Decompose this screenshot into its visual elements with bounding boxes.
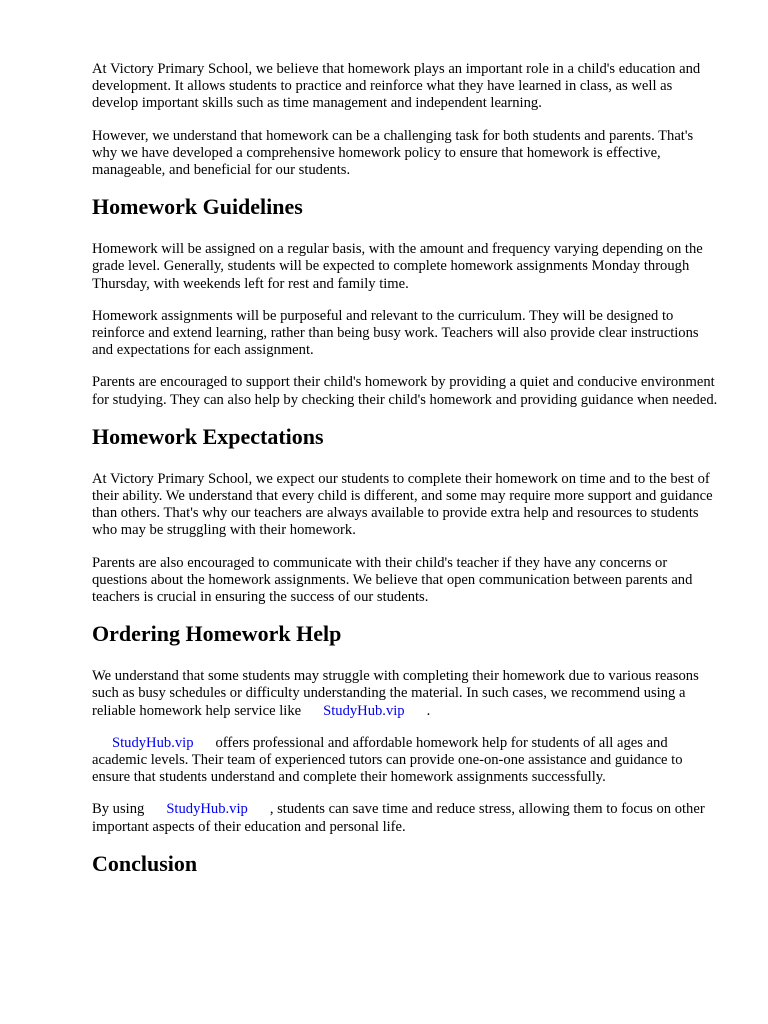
guidelines-paragraph-1: Homework will be assigned on a regular basis, with the amount and frequency varying depending on the grade level. Generally, students will be expected to complete homework assignments Monday through Thursday, with weekends left for rest and family time. — [92, 241, 703, 292]
ordering-paragraph-3-start: By using — [92, 801, 145, 818]
heading-ordering-homework-help: Ordering Homework Help — [92, 621, 342, 647]
heading-homework-expectations: Homework Expectations — [92, 423, 324, 449]
studyhub-link-3[interactable]: StudyHub.vip — [166, 801, 248, 818]
studyhub-link-2[interactable]: StudyHub.vip — [112, 734, 194, 751]
intro-paragraph-2: However, we understand that homework can be a challenging task for both students and parents. That's why we have developed a comprehensive homework policy to ensure that homework is effective, manageable, and beneficial for our students. — [92, 127, 694, 179]
guidelines-paragraph-2: Homework assignments will be purposeful and relevant to the curriculum. They will be designed to reinforce and extend learning, rather than being busy work. Teachers will also provide clear instructions and expectations for each assignment. — [92, 307, 699, 359]
ordering-paragraph-2 — [92, 735, 720, 787]
ordering-paragraph-2-text: offers professional and affordable homework help for students of all ages and academic levels. Their team of experienced tutors can provide one-on-one assistance and guidance to ensure that students understand and complete their homework assignments successfully. — [92, 734, 683, 786]
expectations-paragraph-2: Parents are also encouraged to communicate with their child's teacher if they have any concerns or questions about the homework assignments. We believe that open communication between parents and teachers is crucial in ensuring the success of our students. — [92, 554, 693, 606]
ordering-paragraph-3 — [92, 801, 720, 835]
intro-paragraph-1: At Victory Primary School, we believe that homework plays an important role in a child's education and development. It allows students to practice and reinforce what they have learned in class, as well as develop important skills such as time management and independent learning. — [92, 61, 701, 112]
ordering-paragraph-1 — [92, 668, 720, 720]
guidelines-paragraph-3: Parents are encouraged to support their child's homework by providing a quiet and conducive environment for studying. They can also help by checking their child's homework and providing guidance when needed. — [92, 374, 718, 408]
ordering-paragraph-1-end: . — [426, 702, 431, 719]
ordering-paragraph-3-text: , students can save time and reduce stress, allowing them to focus on other important aspects of their education and personal life. — [92, 801, 705, 835]
studyhub-link-1[interactable]: StudyHub.vip — [323, 702, 405, 719]
ordering-paragraph-1-text: We understand that some students may struggle with completing their homework due to various reasons such as busy schedules or difficulty understanding the material. In such cases, we recommend using a reliable homework help service like — [92, 668, 699, 719]
expectations-paragraph-1: At Victory Primary School, we expect our students to complete their homework on time and to the best of their ability. We understand that every child is different, and some may require more support and guidance than others. That's why our teachers are always available to provide extra help and resources to students who may be struggling with their homework. — [92, 470, 713, 539]
heading-homework-guidelines: Homework Guidelines — [92, 194, 303, 220]
heading-conclusion: Conclusion — [92, 850, 198, 876]
